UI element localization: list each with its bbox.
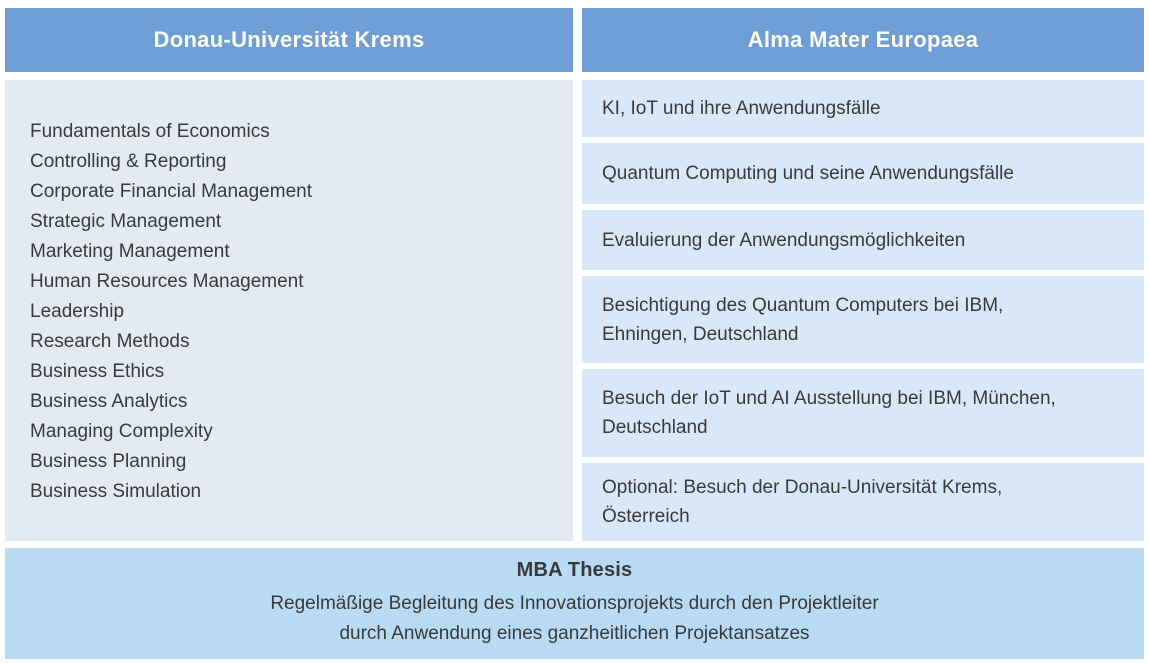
course-item: Business Analytics (30, 391, 188, 412)
module-box (582, 369, 1144, 457)
course-item: Human Resources Management (30, 271, 304, 292)
module-text: Quantum Computing und seine Anwendungsfälle (602, 163, 1014, 184)
course-item: Controlling & Reporting (30, 151, 227, 172)
column-donau-universitaet (5, 8, 573, 541)
course-item: Business Planning (30, 451, 187, 472)
course-item: Business Simulation (30, 481, 202, 502)
course-item: Fundamentals of Economics (30, 121, 270, 142)
course-item: Managing Complexity (30, 421, 213, 442)
module-box (582, 210, 1144, 270)
module-text: Optional: Besuch der Donau-Universität Krems, (602, 477, 1003, 498)
column-header-donau-universitaet-krems: Donau-Universität Krems (5, 8, 573, 72)
module-box (582, 276, 1144, 363)
course-item: Marketing Management (30, 241, 230, 262)
mba-thesis-section (5, 548, 1144, 659)
module-text: Evaluierung der Anwendungsmöglichkeiten (602, 229, 966, 251)
course-item: Research Methods (30, 331, 190, 352)
course-item: Strategic Management (30, 211, 222, 232)
course-item: Corporate Financial Management (30, 181, 312, 202)
module-text: Österreich (602, 506, 690, 527)
module-text: KI, IoT und ihre Anwendungsfälle (602, 98, 881, 119)
course-list (5, 80, 573, 541)
module-text: Besuch der IoT und AI Ausstellung bei IBM, München, (602, 388, 1056, 409)
course-item: Business Ethics (30, 361, 165, 382)
module-list (582, 80, 1144, 541)
mba-thesis-description-line: durch Anwendung eines ganzheitlichen Projektansatzes (339, 623, 810, 644)
module-text: Ehningen, Deutschland (602, 323, 799, 345)
column-alma-mater-europaea (582, 8, 1144, 541)
module-text: Deutschland (602, 417, 708, 438)
module-box (582, 143, 1144, 204)
module-box (582, 80, 1144, 137)
mba-thesis-description (5, 589, 1144, 649)
columns-grid (5, 8, 1144, 541)
column-header-alma-mater-europaea: Alma Mater Europaea (582, 8, 1144, 72)
mba-thesis-description-line: Regelmäßige Begleitung des Innovationsprojekts durch den Projektleiter (270, 593, 879, 614)
course-item: Leadership (30, 301, 125, 322)
mba-thesis-title: MBA Thesis (516, 559, 633, 581)
module-box (582, 463, 1144, 541)
module-text: Besichtigung des Quantum Computers bei IBM, (602, 294, 1004, 316)
